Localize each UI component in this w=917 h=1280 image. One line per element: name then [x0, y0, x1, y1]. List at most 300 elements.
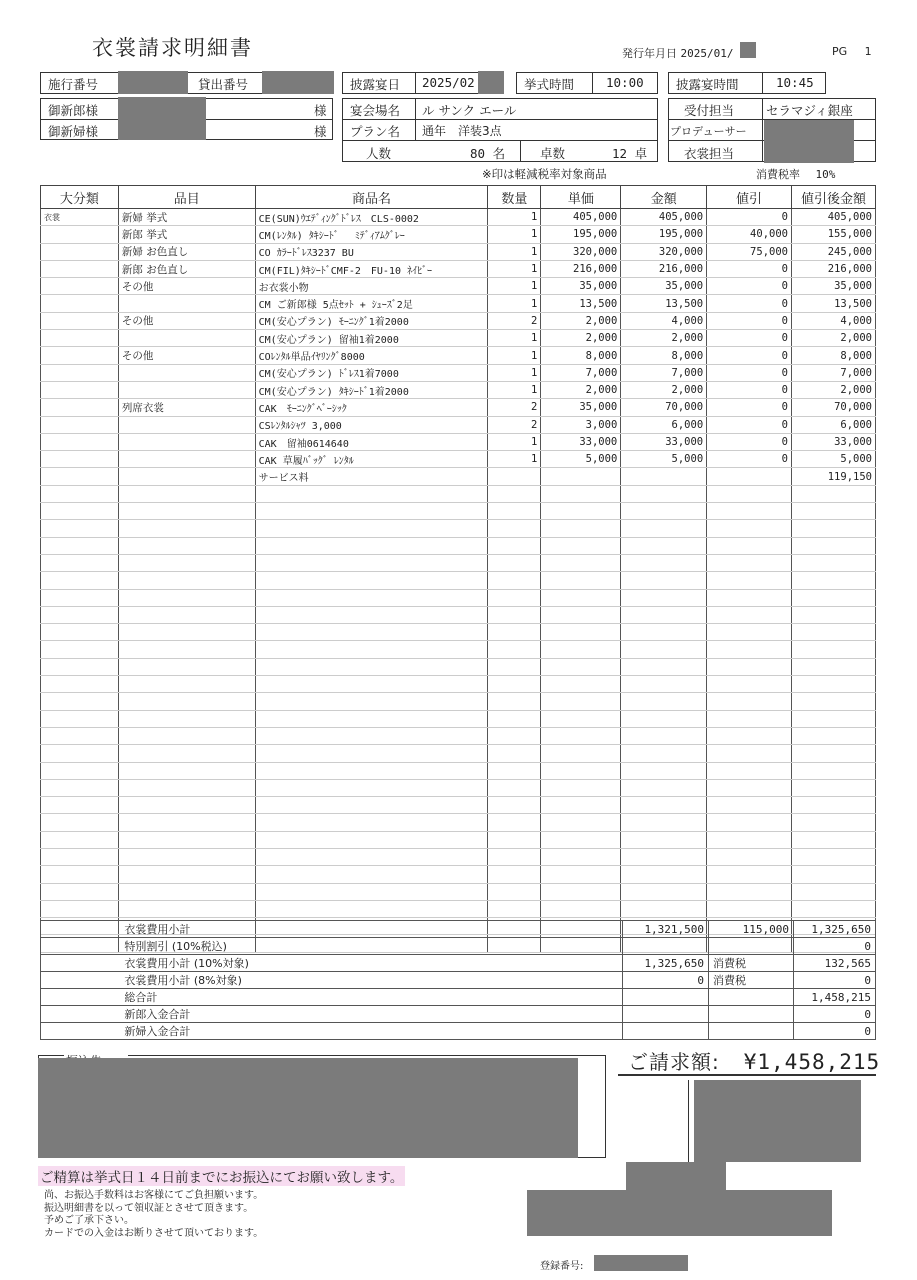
cell-item: [118, 381, 255, 398]
cell-item: その他: [118, 312, 255, 329]
cell-name: お衣裳小物: [255, 278, 488, 295]
cell-net: [791, 589, 875, 606]
cell-cat: [41, 797, 119, 814]
cell-cat: [41, 762, 119, 779]
table-row: [41, 537, 876, 554]
plan-label: プラン名: [350, 124, 401, 139]
table-row: [41, 797, 876, 814]
reg-label: 登録番号:: [540, 1261, 584, 1272]
cell-qty: [488, 831, 541, 848]
cell-unit: 8,000: [541, 347, 621, 364]
table-row: [41, 381, 876, 398]
table-row: [41, 347, 876, 364]
summary-blank: [41, 921, 121, 938]
cell-item: [118, 451, 255, 468]
summary-row: [41, 1023, 876, 1040]
items-table: [40, 185, 876, 953]
cell-item: 新郎 お色直し: [118, 260, 255, 277]
cell-unit: 33,000: [541, 433, 621, 450]
cell-disc: 0: [707, 399, 792, 416]
cell-unit: [541, 589, 621, 606]
cell-item: [118, 848, 255, 865]
cell-disc: 0: [707, 312, 792, 329]
cell-unit: 2,000: [541, 381, 621, 398]
cell-item: [118, 727, 255, 744]
cell-cat: [41, 658, 119, 675]
cell-net: [791, 710, 875, 727]
summary-blank: [41, 955, 121, 972]
summary-row: [41, 1006, 876, 1023]
cell-cat: [41, 900, 119, 917]
cell-amount: [621, 745, 707, 762]
cell-qty: [488, 900, 541, 917]
cell-name: CM(FIL)ﾀｷｼｰﾄﾞCMF-2 FU-10 ﾈｲﾋﾞｰ: [255, 260, 488, 277]
table-row: [41, 589, 876, 606]
cell-unit: [541, 745, 621, 762]
divider: [415, 98, 416, 140]
cell-unit: [541, 883, 621, 900]
cell-net: 216,000: [791, 260, 875, 277]
cell-cat: [41, 848, 119, 865]
cell-cat: [41, 433, 119, 450]
cell-net: 70,000: [791, 399, 875, 416]
cell-item: [118, 503, 255, 520]
cell-net: [791, 503, 875, 520]
cell-qty: [488, 572, 541, 589]
cell-name: [255, 503, 488, 520]
cell-qty: 1: [488, 295, 541, 312]
redacted-block: [478, 71, 504, 94]
column-header: 金額: [621, 186, 707, 209]
cell-qty: 2: [488, 416, 541, 433]
cell-qty: 1: [488, 226, 541, 243]
cell-disc: 75,000: [707, 243, 792, 260]
cell-net: 245,000: [791, 243, 875, 260]
cell-net: [791, 831, 875, 848]
summary-value: 1,458,215: [793, 989, 875, 1006]
cell-disc: 40,000: [707, 226, 792, 243]
cell-disc: [707, 779, 792, 796]
summary-row: [41, 989, 876, 1006]
cell-qty: [488, 762, 541, 779]
summary-amount: [623, 938, 709, 955]
cell-net: 8,000: [791, 347, 875, 364]
column-header: 大分類: [41, 186, 119, 209]
cell-qty: 1: [488, 364, 541, 381]
page-number: [832, 45, 872, 58]
cell-name: [255, 866, 488, 883]
note-line: 尚、お振込手数料はお客様にてご負担願います。: [44, 1190, 264, 1201]
redacted-block: [740, 42, 756, 58]
cell-name: CSﾚﾝﾀﾙｼｬﾂ 3,000: [255, 416, 488, 433]
cell-cat: [41, 364, 119, 381]
cell-name: CAK 留袖0614640: [255, 433, 488, 450]
summary-amount: 1,325,650: [623, 955, 709, 972]
cell-qty: 1: [488, 347, 541, 364]
cell-amount: 6,000: [621, 416, 707, 433]
cell-item: [118, 520, 255, 537]
cell-disc: [707, 676, 792, 693]
cell-amount: 2,000: [621, 330, 707, 347]
summary-row: [41, 972, 876, 989]
cell-name: CM(安心プラン) ﾄﾞﾚｽ1着7000: [255, 364, 488, 381]
cell-item: [118, 866, 255, 883]
tax-rate-value: 10%: [815, 168, 836, 181]
table-row: [41, 503, 876, 520]
cell-qty: 1: [488, 278, 541, 295]
cell-amount: 8,000: [621, 347, 707, 364]
summary-value: 0: [793, 938, 875, 955]
summary-row: [41, 938, 876, 955]
cell-amount: [621, 485, 707, 502]
cell-item: [118, 330, 255, 347]
cell-disc: 0: [707, 381, 792, 398]
plan-value: 通年 洋装3点: [422, 124, 502, 138]
cell-disc: [707, 745, 792, 762]
tax-rate-label: 消費税率: [756, 168, 800, 181]
pg-value: 1: [864, 45, 872, 58]
cell-cat: [41, 710, 119, 727]
cell-disc: [707, 641, 792, 658]
cell-name: COﾚﾝﾀﾙ単品ｲﾔﾘﾝｸﾞ8000: [255, 347, 488, 364]
cell-net: [791, 537, 875, 554]
cell-qty: [488, 503, 541, 520]
cell-unit: 13,500: [541, 295, 621, 312]
cell-disc: [707, 572, 792, 589]
cell-item: [118, 433, 255, 450]
cell-item: [118, 416, 255, 433]
table-row: [41, 624, 876, 641]
cell-net: [791, 624, 875, 641]
summary-blank: [41, 1006, 121, 1023]
summary-amount: [623, 989, 709, 1006]
table-row: [41, 745, 876, 762]
table-row: [41, 520, 876, 537]
summary-mid: 消費税: [709, 955, 794, 972]
summary-label: 新郎入金合計: [120, 1006, 622, 1023]
summary-amount: 1,321,500: [623, 921, 709, 938]
hiroen-time-value: 10:45: [776, 75, 814, 90]
cell-amount: [621, 641, 707, 658]
issue-date-value: 2025/01/: [680, 47, 734, 60]
cell-cat: [41, 416, 119, 433]
cell-cat: [41, 554, 119, 571]
cell-cat: [41, 589, 119, 606]
table-row: [41, 485, 876, 502]
divider: [618, 1074, 876, 1076]
cell-cat: [41, 745, 119, 762]
table-row: [41, 330, 876, 347]
summary-label: 衣裳費用小計: [120, 921, 622, 938]
cell-unit: [541, 727, 621, 744]
summary-label: 衣裳費用小計 (8%対象): [120, 972, 622, 989]
bride-sama: 様: [314, 124, 327, 139]
cell-qty: 1: [488, 243, 541, 260]
cell-disc: [707, 762, 792, 779]
cell-name: CO ｶﾗｰﾄﾞﾚｽ3237 BU: [255, 243, 488, 260]
table-row: [41, 243, 876, 260]
cell-net: [791, 762, 875, 779]
summary-value: 0: [793, 1006, 875, 1023]
cell-cat: [41, 727, 119, 744]
cell-item: その他: [118, 278, 255, 295]
summary-label: 新婦入金合計: [120, 1023, 622, 1040]
redacted-block: [626, 1162, 726, 1190]
cell-qty: [488, 658, 541, 675]
cell-disc: [707, 554, 792, 571]
cell-name: [255, 676, 488, 693]
cell-qty: [488, 468, 541, 485]
cell-amount: 405,000: [621, 209, 707, 226]
summary-label: 衣裳費用小計 (10%対象): [120, 955, 622, 972]
table-row: [41, 451, 876, 468]
cell-qty: [488, 727, 541, 744]
cell-item: [118, 468, 255, 485]
cell-amount: 7,000: [621, 364, 707, 381]
cell-disc: [707, 503, 792, 520]
cell-amount: [621, 554, 707, 571]
table-row: [41, 226, 876, 243]
cell-qty: [488, 624, 541, 641]
venue-label: 宴会場名: [350, 103, 401, 118]
redacted-block: [118, 71, 188, 94]
table-row: [41, 260, 876, 277]
cell-item: [118, 295, 255, 312]
cell-name: [255, 693, 488, 710]
payment-deadline-notice: ご精算は挙式日１４日前までにお振込にてお願い致します。: [38, 1166, 405, 1186]
cell-disc: 0: [707, 330, 792, 347]
people-value: 80 名: [470, 146, 506, 161]
table-row: [41, 468, 876, 485]
cell-amount: 13,500: [621, 295, 707, 312]
cell-net: 2,000: [791, 330, 875, 347]
producer-label: プロデューサー: [670, 125, 747, 138]
cell-amount: [621, 883, 707, 900]
cell-name: [255, 554, 488, 571]
cell-cat: [41, 278, 119, 295]
cell-amount: 320,000: [621, 243, 707, 260]
cell-amount: [621, 900, 707, 917]
cell-net: [791, 572, 875, 589]
cell-qty: [488, 745, 541, 762]
cell-unit: [541, 641, 621, 658]
cell-item: [118, 572, 255, 589]
sekou-label: 施行番号: [48, 77, 99, 92]
cell-qty: [488, 693, 541, 710]
cell-net: [791, 848, 875, 865]
cell-name: CM ご新郎様 5点ｾｯﾄ + ｼｭｰｽﾞ2足: [255, 295, 488, 312]
note-line: 振込明細書を以って領収証とさせて頂きます。: [44, 1202, 254, 1214]
cell-unit: [541, 710, 621, 727]
cell-item: [118, 814, 255, 831]
table-header-row: [41, 186, 876, 209]
cell-qty: [488, 883, 541, 900]
summary-blank: [41, 1023, 121, 1040]
summary-amount: [623, 1006, 709, 1023]
cell-net: 119,150: [791, 468, 875, 485]
cell-item: [118, 624, 255, 641]
groom-label: 御新郎様: [48, 103, 99, 118]
cell-cat: [41, 399, 119, 416]
cell-unit: [541, 485, 621, 502]
cell-disc: [707, 589, 792, 606]
table-row: [41, 641, 876, 658]
kashidashi-label: 貸出番号: [198, 77, 249, 92]
cell-net: [791, 658, 875, 675]
cell-qty: 2: [488, 312, 541, 329]
hiroen-time-label: 披露宴時間: [676, 77, 739, 92]
cell-qty: [488, 779, 541, 796]
cell-unit: [541, 554, 621, 571]
summary-mid: 消費税: [709, 972, 794, 989]
table-row: [41, 278, 876, 295]
cell-name: [255, 710, 488, 727]
summary-blank: [41, 989, 121, 1006]
cell-item: [118, 883, 255, 900]
tables-label: 卓数: [540, 146, 566, 161]
cell-disc: 0: [707, 364, 792, 381]
table-row: [41, 209, 876, 226]
summary-label: 総合計: [120, 989, 622, 1006]
cell-name: [255, 745, 488, 762]
summary-value: 1,325,650: [793, 921, 875, 938]
cell-disc: 0: [707, 451, 792, 468]
cell-qty: [488, 520, 541, 537]
cell-item: [118, 554, 255, 571]
table-row: [41, 710, 876, 727]
cell-qty: [488, 866, 541, 883]
cell-cat: [41, 866, 119, 883]
cell-amount: [621, 848, 707, 865]
table-row: [41, 606, 876, 623]
kyoshiki-time-label: 挙式時間: [524, 77, 575, 92]
cell-amount: [621, 710, 707, 727]
cell-net: 5,000: [791, 451, 875, 468]
cell-name: [255, 762, 488, 779]
cell-net: 155,000: [791, 226, 875, 243]
cell-name: [255, 537, 488, 554]
cell-amount: [621, 866, 707, 883]
cell-item: [118, 537, 255, 554]
people-label: 人数: [366, 146, 392, 161]
divider: [342, 140, 658, 141]
cell-disc: 0: [707, 209, 792, 226]
cell-unit: 5,000: [541, 451, 621, 468]
cell-unit: [541, 797, 621, 814]
summary-amount: 0: [623, 972, 709, 989]
cell-unit: 216,000: [541, 260, 621, 277]
cell-net: 6,000: [791, 416, 875, 433]
summary-mid: 115,000: [709, 921, 794, 938]
cell-item: [118, 762, 255, 779]
cell-net: [791, 797, 875, 814]
cell-amount: [621, 693, 707, 710]
cell-unit: [541, 676, 621, 693]
cell-item: [118, 676, 255, 693]
cell-name: [255, 779, 488, 796]
pg-label: PG: [832, 45, 848, 58]
cell-name: CM(ﾚﾝﾀﾙ) ﾀｷｼｰﾄﾞ ﾐﾃﾞｨｱﾑｸﾞﾚｰ: [255, 226, 488, 243]
cell-cat: [41, 260, 119, 277]
cell-cat: [41, 831, 119, 848]
table-row: [41, 295, 876, 312]
summary-mid: [709, 989, 794, 1006]
summary-value: 0: [793, 972, 875, 989]
cell-amount: [621, 572, 707, 589]
cell-amount: 4,000: [621, 312, 707, 329]
table-row: [41, 676, 876, 693]
cell-qty: [488, 554, 541, 571]
hiroen-label: 披露宴日: [350, 77, 401, 92]
column-header: 品目: [118, 186, 255, 209]
cell-amount: [621, 624, 707, 641]
summary-blank: [41, 972, 121, 989]
summary-row: [41, 921, 876, 938]
cell-name: [255, 848, 488, 865]
divider: [762, 98, 763, 162]
cell-item: 新婦 お色直し: [118, 243, 255, 260]
groom-sama: 様: [314, 103, 327, 118]
cell-net: [791, 814, 875, 831]
cell-qty: [488, 606, 541, 623]
cell-item: [118, 658, 255, 675]
divider: [592, 72, 593, 94]
summary-blank: [41, 938, 121, 955]
cell-amount: [621, 797, 707, 814]
reception-label: 受付担当: [684, 103, 735, 118]
cell-net: [791, 520, 875, 537]
cell-name: CM(安心プラン) 留袖1着2000: [255, 330, 488, 347]
cell-unit: [541, 624, 621, 641]
cell-disc: [707, 727, 792, 744]
cell-name: [255, 520, 488, 537]
cell-name: [255, 900, 488, 917]
cell-cat: [41, 779, 119, 796]
cell-name: CM(安心プラン) ﾀｷｼｰﾄﾞ1着2000: [255, 381, 488, 398]
kyoshiki-time-value: 10:00: [606, 75, 644, 90]
cell-disc: [707, 814, 792, 831]
cell-amount: [621, 762, 707, 779]
cell-net: [791, 900, 875, 917]
cell-unit: 7,000: [541, 364, 621, 381]
billing-label: ご請求額:: [628, 1050, 720, 1074]
tax-rate: [756, 166, 835, 182]
cell-cat: [41, 468, 119, 485]
summary-mid: [709, 1006, 794, 1023]
cell-qty: [488, 710, 541, 727]
cell-name: [255, 641, 488, 658]
cell-cat: [41, 624, 119, 641]
cell-name: [255, 485, 488, 502]
cell-qty: 1: [488, 433, 541, 450]
divider: [342, 119, 658, 120]
cell-name: [255, 589, 488, 606]
column-header: 値引: [707, 186, 792, 209]
redacted-block: [694, 1080, 861, 1162]
cell-name: [255, 658, 488, 675]
cell-amount: [621, 779, 707, 796]
summary-mid: [709, 938, 794, 955]
cell-qty: 1: [488, 451, 541, 468]
cell-net: [791, 485, 875, 502]
hiroen-value: 2025/02: [422, 75, 475, 90]
cell-amount: [621, 589, 707, 606]
summary-value: 132,565: [793, 955, 875, 972]
cell-unit: [541, 814, 621, 831]
cell-unit: [541, 762, 621, 779]
cell-qty: [488, 641, 541, 658]
table-row: [41, 693, 876, 710]
